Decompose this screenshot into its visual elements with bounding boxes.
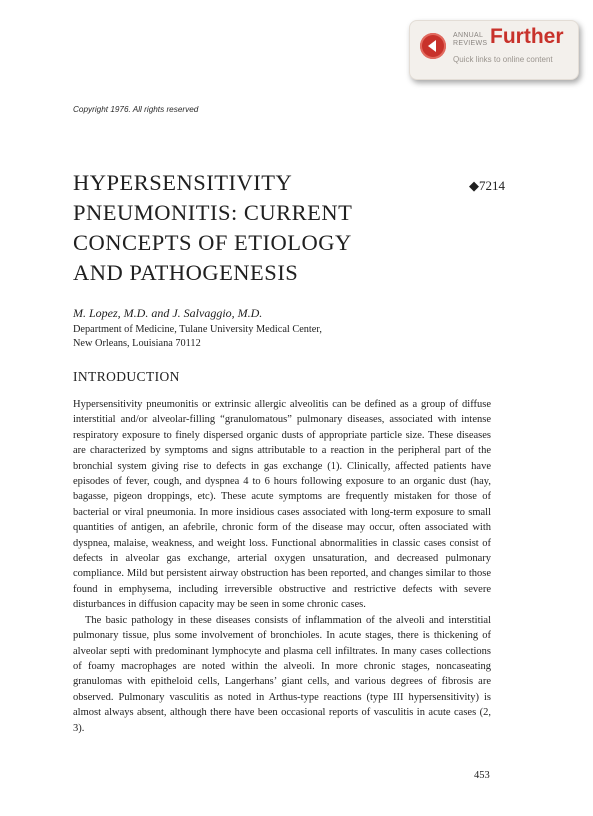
paragraph: Hypersensitivity pneumonitis or extrinsic allergic alveolitis can be defined as a group of diffuse interstitial and/or alveolar-filling “granulomatous” pulmonary diseases, associated with intense respiratory exposure to finely dispersed organic dusts of appropriate particle size. These diseases are characterized by symptoms and signs attributable to a reaction in the peripheral part of the bronchial system giving rise to defects in gas exchange (1). Clinically, affected patients have episodes of fever, cough, and dyspnea 4 to 6 hours following exposure to an organic dust (hay, bagasse, pigeon droppings, etc). These acute symptoms are frequently mistaken for those of bacterial or viral pneumonia. In more insidious cases associated with long-term exposure to small quantities of antigen, an afebrile, chronic form of the disease may occur, often associated with dyspnea, malaise, weakness, and weight loss. Functional abnormalities in classic cases consist of defects in alveolar gas exchange, arterial oxygen unsaturation, and decreased pulmonary compliance. Mild but persistent airway obstruction has been reported, and changes similar to those found in emphysema, including irreversible obstructive and restrictive defects with severe disturbances in diffusion capacity may be seen in some chronic cases. bbox=[73, 399, 491, 611]
article-code: ◆7214 bbox=[469, 178, 505, 193]
page-number: 453 bbox=[474, 770, 490, 781]
affiliation bbox=[73, 323, 322, 351]
title-line: AND PATHOGENESIS bbox=[73, 260, 299, 285]
section-heading: INTRODUCTION bbox=[73, 369, 180, 384]
article-title bbox=[73, 168, 433, 288]
annual-reviews-logo bbox=[453, 32, 487, 48]
paragraph: The basic pathology in these diseases consists of inflammation of the alveoli and interstitial pulmonary tissue, plus some involvement of bronchioles. In acute stages, there is thickening of alveolar septi with predominant lymphocyte and plasma cell infiltrates. In many cases collections of foamy macrophages are noted within the alveoli. In more chronic stages, noncaseating granulomas with epitheloid cells, Langerhans’ giant cells, and various degrees of fibrosis are observed. Pulmonary vasculitis as noted in Arthus-type reactions (type III hypersensitivity) is almost always absent, although there have been occasional reports of vasculitis in acute cases (2, 3). bbox=[73, 614, 491, 734]
title-line: HYPERSENSITIVITY bbox=[73, 170, 293, 195]
body-text bbox=[73, 397, 491, 736]
title-line: PNEUMONITIS: CURRENT bbox=[73, 200, 353, 225]
copyright-notice: Copyright 1976. All rights reserved bbox=[73, 105, 199, 114]
affiliation-line: Department of Medicine, Tulane University Medical Center, bbox=[73, 324, 322, 335]
affiliation-line: New Orleans, Louisiana 70112 bbox=[73, 338, 201, 349]
reviews-text: REVIEWS bbox=[453, 40, 488, 47]
back-arrow-icon bbox=[420, 33, 446, 59]
further-label: Further bbox=[490, 25, 564, 48]
further-badge[interactable] bbox=[409, 20, 579, 80]
title-line: CONCEPTS OF ETIOLOGY bbox=[73, 230, 352, 255]
annual-text: ANNUAL bbox=[453, 32, 484, 39]
further-subtitle: Quick links to online content bbox=[453, 55, 553, 64]
authors: M. Lopez, M.D. and J. Salvaggio, M.D. bbox=[73, 306, 263, 320]
